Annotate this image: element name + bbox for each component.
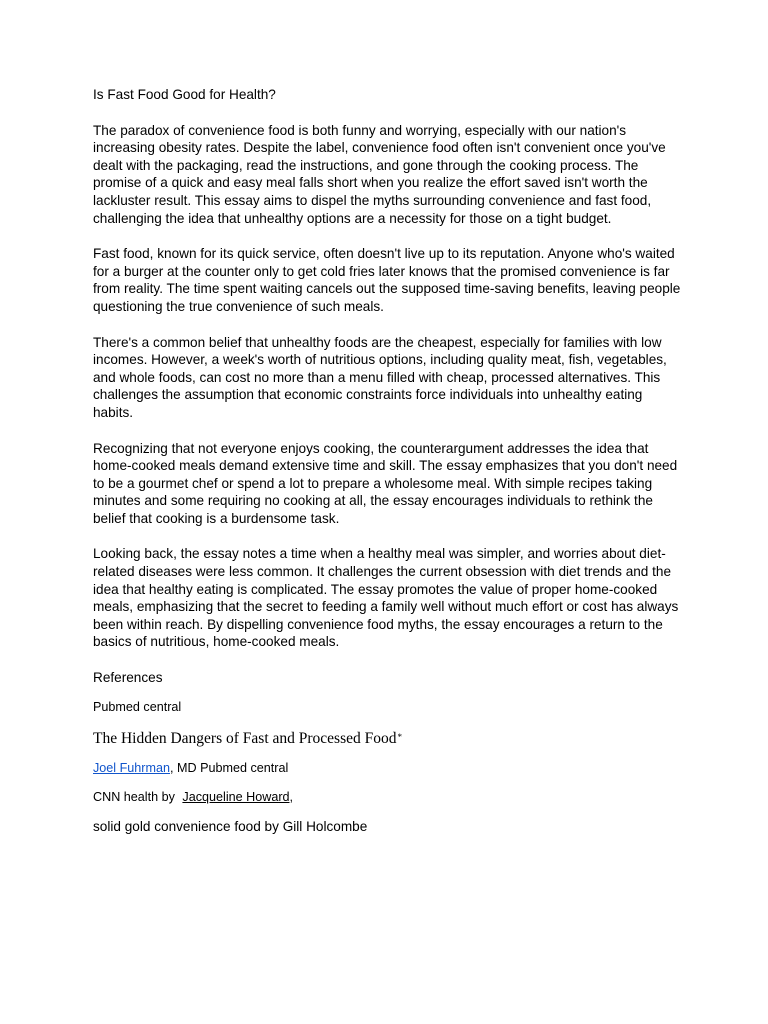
- paragraph-1: The paradox of convenience food is both funny and worrying, especially with our nation's increasing obesity rates. Despite the label, convenience food often isn't convenient once you've dealt with the packaging, read the instructions, and gone through the cooking process. The promise of a quick and easy meal falls short when you realize the effort saved isn't worth the lackluster result. This essay aims to dispel the myths surrounding convenience and fast food, challenging the idea that unhealthy options are a necessity for those on a tight budget.: [93, 122, 666, 226]
- paragraph-4: Recognizing that not everyone enjoys cooking, the counterargument addresses the idea that home-cooked meals demand extensive time and skill. The essay emphasizes that you don't need to be a gourmet chef or spend a lot to prepare a wholesome meal. With simple recipes taking minutes and some requiring no cooking at all, the essay encourages individuals to rethink the belief that cooking is a burdensome task.: [93, 440, 678, 526]
- reference-article-title: [93, 728, 683, 748]
- reference-author-line: [93, 760, 683, 776]
- paragraph-3: There's a common belief that unhealthy foods are the cheapest, especially for families with low incomes. However, a week's worth of nutritious options, including quality meat, fish, vegetables, and whole foods, can cost no more than a menu filled with cheap, processed alternatives. This challenges the assumption that economic constraints force individuals into unhealthy eating habits.: [93, 334, 667, 420]
- reference-source-pubmed: Pubmed central: [93, 699, 182, 714]
- reference-cnn-line: [93, 789, 683, 805]
- cnn-suffix: ,: [289, 789, 294, 804]
- author-link-joel-fuhrman[interactable]: Joel Fuhrman: [93, 760, 170, 775]
- paragraph-5: Looking back, the essay notes a time when a healthy meal was simpler, and worries about diet-related diseases were less common. It challenges the current obsession with diet trends and the idea that healthy eating is complicated. The essay promotes the value of proper home-cooked meals, emphasizing that the secret to feeding a family well without much effort or cost has always been within reach. By dispelling convenience food myths, the essay encourages a return to the basics of nutritious, home-cooked meals.: [93, 546, 679, 650]
- author-link-jacqueline-howard[interactable]: Jacqueline Howard: [182, 789, 290, 804]
- paragraph-2: Fast food, known for its quick service, often doesn't live up to its reputation. Anyone who's waited for a burger at the counter only to get cold fries later knows that the promised convenience is far from reality. The time spent waiting cancels out the supposed time-saving benefits, leaving people questioning the true convenience of such meals.: [93, 246, 681, 314]
- cnn-prefix: CNN health by: [93, 789, 175, 804]
- references-heading: References: [93, 670, 163, 686]
- document-title: Is Fast Food Good for Health?: [93, 87, 276, 102]
- author-suffix: , MD Pubmed central: [170, 760, 289, 775]
- document-page: [93, 86, 683, 835]
- reference-last-line: solid gold convenience food by Gill Holcombe: [93, 818, 368, 834]
- article-title-text: The Hidden Dangers of Fast and Processed Food: [93, 729, 397, 747]
- article-title-mark: *: [397, 731, 402, 742]
